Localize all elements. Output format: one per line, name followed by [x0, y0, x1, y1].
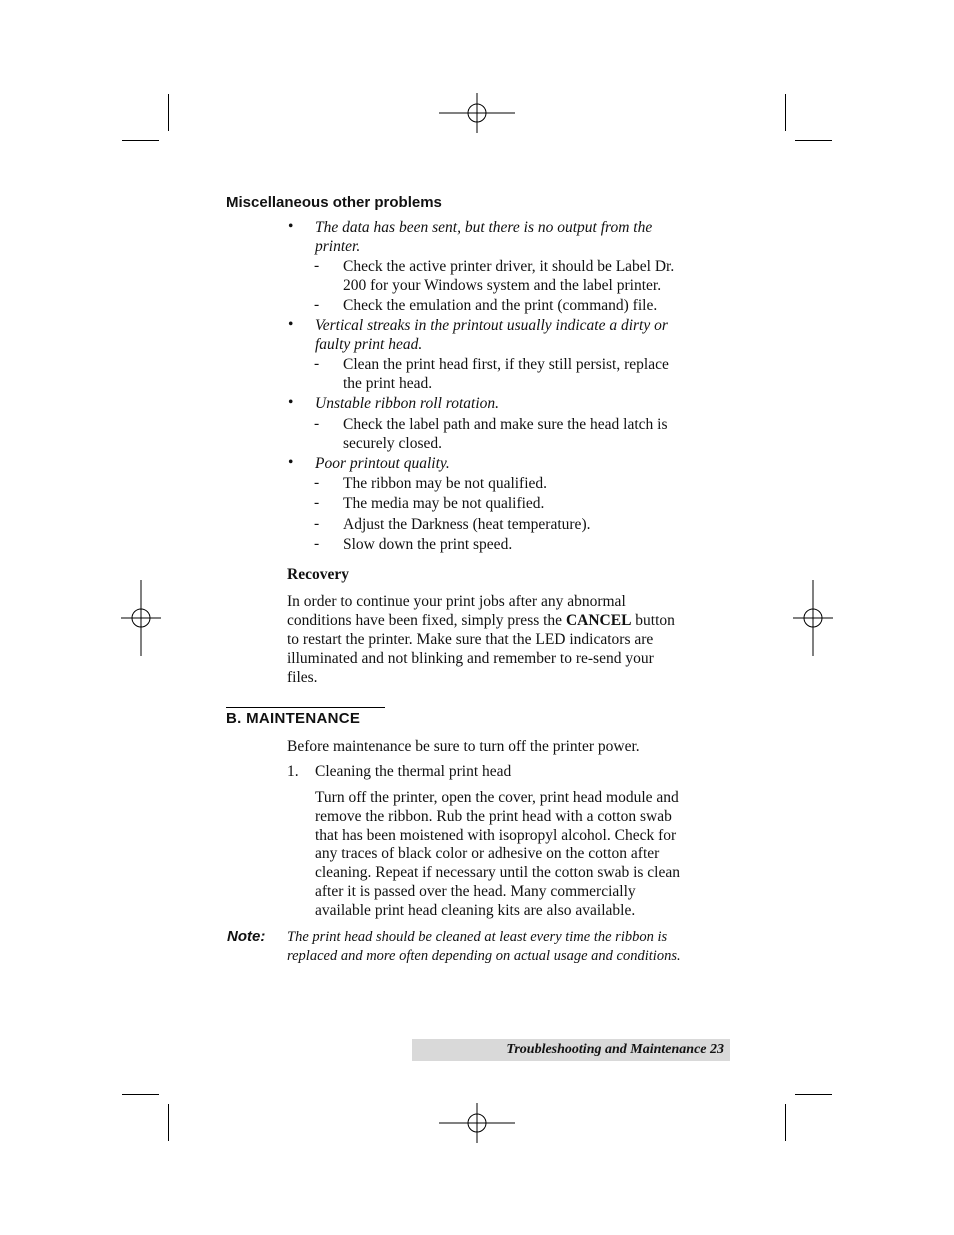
solution-text: Clean the print head first, if they still persist, replace the print head. [343, 356, 669, 392]
solution-text: Adjust the Darkness (heat temperature). [343, 516, 591, 533]
dash: - [314, 257, 320, 274]
dash: - [314, 474, 320, 491]
crop-mark [785, 1104, 786, 1141]
solution-text: Slow down the print speed. [343, 536, 513, 553]
dash: - [314, 296, 320, 313]
maintenance-heading: B. MAINTENANCE [226, 710, 361, 727]
step-paragraph: Turn off the printer, open the cover, print head module and remove the ribbon. Rub the print head with a cotton swab that has been moistened with isopropyl alcohol. Check for any traces of black color or adhesive on the cotton after cleaning. Repeat if necessary until the cotton swab is clean after it is passed over the head. Many commercially available print head cleaning kits are also available. [315, 789, 680, 919]
recovery-paragraph: In order to continue your print jobs after any abnormal conditions have been fixed, simply press the CANCEL button to restart the printer. Make sure that the LED indicators are illuminated and not blinking and remember to re-send your files. [287, 593, 675, 686]
dash: - [314, 494, 320, 511]
bullet: • [288, 394, 294, 411]
note-text: The print head should be cleaned at least every time the ribbon is replaced and more often depending on actual usage and conditions. [287, 929, 681, 964]
bullet: • [288, 218, 294, 235]
crop-mark [122, 1094, 159, 1095]
dash: - [314, 355, 320, 372]
solution-text: Check the emulation and the print (command) file. [343, 297, 658, 314]
recovery-heading: Recovery [287, 566, 349, 583]
crop-mark [795, 140, 832, 141]
solution-text: The media may be not qualified. [343, 495, 545, 512]
registration-mark-icon [775, 580, 851, 656]
note-label: Note: [227, 928, 266, 945]
problem-title: Poor printout quality. [315, 455, 450, 472]
bullet: • [288, 316, 294, 333]
solution-text: Check the label path and make sure the head latch is securely closed. [343, 416, 668, 452]
page-footer: Troubleshooting and Maintenance 23 [412, 1039, 730, 1061]
step-title: Cleaning the thermal print head [315, 763, 512, 780]
bullet: • [288, 454, 294, 471]
dash: - [314, 415, 320, 432]
crop-mark [795, 1094, 832, 1095]
registration-mark-icon [439, 75, 515, 151]
registration-mark-icon [439, 1085, 515, 1161]
crop-mark [122, 140, 159, 141]
registration-mark-icon [103, 580, 179, 656]
solution-text: Check the active printer driver, it should be Label Dr. 200 for your Windows system and the label printer. [343, 258, 675, 294]
crop-mark [168, 94, 169, 131]
section-heading: Miscellaneous other problems [226, 194, 442, 211]
crop-mark [785, 94, 786, 131]
solution-text: The ribbon may be not qualified. [343, 475, 548, 492]
dash: - [314, 515, 320, 532]
maintenance-intro: Before maintenance be sure to turn off the printer power. [287, 738, 640, 755]
problem-title: Vertical streaks in the printout usually indicate a dirty or faulty print head. [315, 317, 668, 353]
problem-title: The data has been sent, but there is no output from the printer. [315, 219, 653, 255]
step-number: 1. [287, 763, 299, 780]
crop-mark [168, 1104, 169, 1141]
dash: - [314, 535, 320, 552]
problem-title: Unstable ribbon roll rotation. [315, 395, 500, 412]
section-rule [226, 707, 385, 708]
cancel-key-label: CANCEL [565, 612, 632, 629]
